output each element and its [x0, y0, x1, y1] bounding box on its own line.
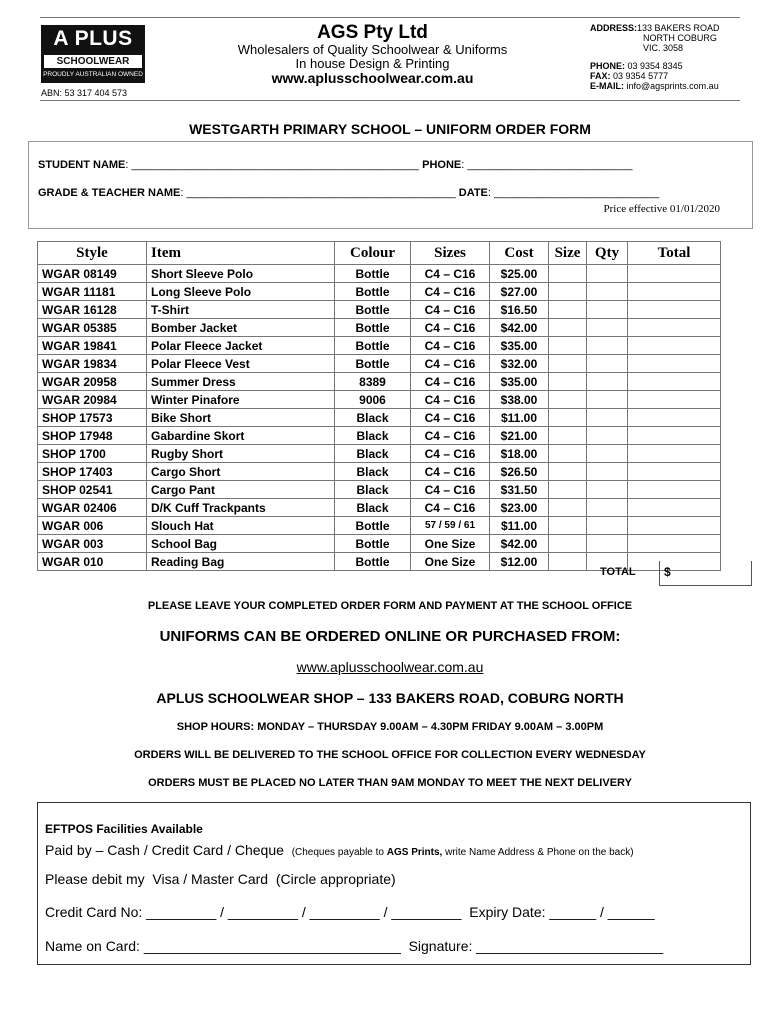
expiry-field[interactable]: ______ / ______ [549, 904, 655, 920]
sizes-cell: C4 – C16 [411, 265, 490, 283]
item-cell: Reading Bag [147, 553, 335, 571]
order-table [37, 241, 721, 571]
colour-cell: Bottle [335, 265, 411, 283]
style-cell: WGAR 20984 [38, 391, 147, 409]
colour-cell: Bottle [335, 283, 411, 301]
logo-line2: SCHOOLWEAR [44, 55, 142, 68]
size-input[interactable] [549, 517, 587, 535]
table-row [38, 319, 721, 337]
cost-cell: $23.00 [490, 499, 549, 517]
style-cell: WGAR 02406 [38, 499, 147, 517]
style-cell: SHOP 1700 [38, 445, 147, 463]
cost-cell: $27.00 [490, 283, 549, 301]
total-input[interactable] [628, 409, 721, 427]
size-input[interactable] [549, 427, 587, 445]
notice-delivery: ORDERS WILL BE DELIVERED TO THE SCHOOL OFFICE FOR COLLECTION EVERY WEDNESDAY [134, 749, 646, 761]
sizes-cell: C4 – C16 [411, 499, 490, 517]
table-header-row [38, 242, 721, 265]
style-cell: WGAR 006 [38, 517, 147, 535]
colour-cell: 8389 [335, 373, 411, 391]
cost-cell: $42.00 [490, 319, 549, 337]
sizes-cell: C4 – C16 [411, 427, 490, 445]
style-cell: WGAR 08149 [38, 265, 147, 283]
size-input[interactable] [549, 535, 587, 553]
sizes-cell: C4 – C16 [411, 319, 490, 337]
colour-cell: Black [335, 481, 411, 499]
style-cell: SHOP 17948 [38, 427, 147, 445]
table-row [38, 337, 721, 355]
size-input[interactable] [549, 391, 587, 409]
qty-input[interactable] [587, 427, 628, 445]
size-input[interactable] [549, 463, 587, 481]
size-input[interactable] [549, 553, 587, 571]
phone-field-label: PHONE [422, 159, 462, 171]
total-input[interactable] [628, 337, 721, 355]
name-on-card-field[interactable]: _________________________________ [143, 938, 401, 954]
cost-cell: $32.00 [490, 355, 549, 373]
item-cell: Bomber Jacket [147, 319, 335, 337]
date-label: DATE [458, 187, 488, 199]
address-line1: 133 BAKERS ROAD [637, 23, 720, 33]
cheque-note-pre: (Cheques payable to [291, 847, 387, 858]
sizes-cell: C4 – C16 [411, 355, 490, 373]
qty-input[interactable] [587, 319, 628, 337]
size-input[interactable] [549, 319, 587, 337]
total-input[interactable] [628, 319, 721, 337]
total-input[interactable] [628, 535, 721, 553]
address-block [590, 23, 720, 91]
size-input[interactable] [549, 265, 587, 283]
credit-card-line[interactable] [45, 904, 655, 920]
address-line3: VIC. 3058 [643, 43, 684, 53]
debit-line: Please debit my Visa / Master Card (Circle appropriate) [45, 871, 396, 887]
size-input[interactable] [549, 373, 587, 391]
sizes-cell: C4 – C16 [411, 409, 490, 427]
notice-deadline: ORDERS MUST BE PLACED NO LATER THAN 9AM MONDAY TO MEET THE NEXT DELIVERY [148, 777, 632, 789]
col-item: Item [147, 242, 335, 265]
table-row [38, 283, 721, 301]
qty-input[interactable] [587, 517, 628, 535]
cost-cell: $38.00 [490, 391, 549, 409]
item-cell: Polar Fleece Vest [147, 355, 335, 373]
signature-field[interactable]: ________________________ [476, 938, 664, 954]
cost-cell: $11.00 [490, 517, 549, 535]
total-input[interactable] [628, 517, 721, 535]
item-cell: Slouch Hat [147, 517, 335, 535]
notice-online: UNIFORMS CAN BE ORDERED ONLINE OR PURCHASED FROM: [159, 628, 621, 645]
colour-cell: Black [335, 499, 411, 517]
cheque-note-post: write Name Address & Phone on the back) [442, 847, 634, 858]
cc-label: Credit Card No: [45, 904, 143, 920]
qty-input[interactable] [587, 463, 628, 481]
total-input[interactable] [628, 445, 721, 463]
colour-cell: Black [335, 427, 411, 445]
item-cell: T-Shirt [147, 301, 335, 319]
total-input[interactable] [628, 355, 721, 373]
size-input[interactable] [549, 283, 587, 301]
notice-shop: APLUS SCHOOLWEAR SHOP – 133 BAKERS ROAD, COBURG NORTH [156, 690, 624, 706]
size-input[interactable] [549, 301, 587, 319]
qty-input[interactable] [587, 391, 628, 409]
company-name: AGS Pty Ltd [317, 22, 428, 43]
aplus-logo [41, 25, 145, 83]
item-cell: Cargo Pant [147, 481, 335, 499]
table-row [38, 481, 721, 499]
total-value: $ [664, 565, 671, 579]
style-cell: WGAR 19834 [38, 355, 147, 373]
table-row [38, 391, 721, 409]
top-rule [40, 17, 740, 18]
header-rule [40, 100, 740, 101]
col-total: Total [628, 242, 721, 265]
abn: ABN: 53 317 404 573 [41, 88, 128, 98]
name-on-card-label: Name on Card: [45, 938, 140, 954]
col-colour: Colour [335, 242, 411, 265]
logo-line1: A PLUS [53, 27, 133, 50]
cost-cell: $16.50 [490, 301, 549, 319]
colour-cell: Bottle [335, 337, 411, 355]
style-cell: WGAR 05385 [38, 319, 147, 337]
cost-cell: $35.00 [490, 337, 549, 355]
sizes-cell: One Size [411, 535, 490, 553]
total-input[interactable] [628, 265, 721, 283]
cost-cell: $11.00 [490, 409, 549, 427]
tagline-2: In house Design & Printing [295, 56, 450, 71]
total-input[interactable] [628, 373, 721, 391]
item-cell: Summer Dress [147, 373, 335, 391]
notice-leave: PLEASE LEAVE YOUR COMPLETED ORDER FORM AND PAYMENT AT THE SCHOOL OFFICE [147, 600, 633, 612]
colour-cell: Black [335, 445, 411, 463]
col-size: Size [549, 242, 587, 265]
style-cell: SHOP 02541 [38, 481, 147, 499]
cost-cell: $12.00 [490, 553, 549, 571]
form-title: WESTGARTH PRIMARY SCHOOL – UNIFORM ORDER FORM [189, 121, 591, 137]
item-cell: Polar Fleece Jacket [147, 337, 335, 355]
table-row [38, 445, 721, 463]
phone-label: PHONE: [590, 61, 626, 71]
sizes-cell: C4 – C16 [411, 391, 490, 409]
qty-input[interactable] [587, 283, 628, 301]
qty-input[interactable] [587, 445, 628, 463]
logo-line3: PROUDLY AUSTRALIAN OWNED [43, 71, 143, 78]
table-row [38, 265, 721, 283]
colour-cell: Black [335, 409, 411, 427]
student-name-field[interactable]: STUDENT NAME: _______________________________________________ PHONE: ___________________________ [38, 159, 633, 171]
cheque-payee: AGS Prints, [386, 847, 443, 858]
colour-cell: 9006 [335, 391, 411, 409]
grade-teacher-field[interactable]: GRADE & TEACHER NAME: ____________________________________________ DATE: ___________________________ [38, 187, 660, 199]
col-qty: Qty [587, 242, 628, 265]
style-cell: WGAR 16128 [38, 301, 147, 319]
total-input[interactable] [628, 481, 721, 499]
cheque-note [292, 847, 634, 858]
notice-url-link[interactable]: www.aplusschoolwear.com.au [296, 659, 484, 675]
size-input[interactable] [549, 409, 587, 427]
cost-cell: $26.50 [490, 463, 549, 481]
notice-hours: SHOP HOURS: MONDAY – THURSDAY 9.00AM – 4.30PM FRIDAY 9.00AM – 3.00PM [176, 721, 604, 733]
student-info-box [28, 141, 753, 229]
qty-input[interactable] [587, 265, 628, 283]
item-cell: Cargo Short [147, 463, 335, 481]
sizes-cell: One Size [411, 553, 490, 571]
cost-cell: $42.00 [490, 535, 549, 553]
style-cell: WGAR 010 [38, 553, 147, 571]
qty-input[interactable] [587, 499, 628, 517]
total-input[interactable] [628, 427, 721, 445]
name-signature-line[interactable] [45, 938, 663, 954]
paid-by-label: Paid by – Cash / Credit Card / Cheque [45, 842, 284, 858]
sizes-cell: C4 – C16 [411, 301, 490, 319]
cost-cell: $18.00 [490, 445, 549, 463]
item-cell: Rugby Short [147, 445, 335, 463]
sizes-cell: C4 – C16 [411, 463, 490, 481]
address-label: ADDRESS: [590, 23, 638, 33]
table-row [38, 463, 721, 481]
address-line2: NORTH COBURG [643, 33, 717, 43]
total-input[interactable] [628, 301, 721, 319]
expiry-label: Expiry Date: [469, 904, 546, 920]
item-cell: D/K Cuff Trackpants [147, 499, 335, 517]
style-cell: WGAR 19841 [38, 337, 147, 355]
style-cell: WGAR 003 [38, 535, 147, 553]
colour-cell: Bottle [335, 319, 411, 337]
colour-cell: Bottle [335, 517, 411, 535]
sizes-cell: C4 – C16 [411, 445, 490, 463]
item-cell: Bike Short [147, 409, 335, 427]
grade-teacher-label: GRADE & TEACHER NAME [38, 187, 181, 199]
qty-input[interactable] [587, 355, 628, 373]
size-input[interactable] [549, 445, 587, 463]
qty-input[interactable] [587, 409, 628, 427]
student-name-label: STUDENT NAME [38, 159, 126, 171]
cost-cell: $25.00 [490, 265, 549, 283]
email-label: E-MAIL: [590, 81, 624, 91]
qty-input[interactable] [587, 373, 628, 391]
table-row [38, 427, 721, 445]
item-cell: Short Sleeve Polo [147, 265, 335, 283]
price-effective: Price effective 01/01/2020 [603, 203, 720, 215]
cost-cell: $31.50 [490, 481, 549, 499]
colour-cell: Bottle [335, 535, 411, 553]
table-row [38, 301, 721, 319]
item-cell: School Bag [147, 535, 335, 553]
colour-cell: Bottle [335, 553, 411, 571]
colour-cell: Black [335, 463, 411, 481]
table-row [38, 409, 721, 427]
qty-input[interactable] [587, 301, 628, 319]
sizes-cell: C4 – C16 [411, 373, 490, 391]
fax-value: 03 9354 5777 [613, 71, 669, 81]
sizes-cell: 57 / 59 / 61 [411, 517, 490, 535]
email-value: info@agsprints.com.au [626, 81, 719, 91]
style-cell: SHOP 17573 [38, 409, 147, 427]
table-row [38, 355, 721, 373]
qty-input[interactable] [587, 535, 628, 553]
table-row [38, 499, 721, 517]
total-input[interactable] [659, 561, 752, 586]
size-input[interactable] [549, 337, 587, 355]
cc-number-field[interactable]: _________ / _________ / _________ / _________ [146, 904, 462, 920]
col-cost: Cost [490, 242, 549, 265]
qty-input[interactable] [587, 337, 628, 355]
table-row [38, 517, 721, 535]
qty-input[interactable] [587, 481, 628, 499]
total-input[interactable] [628, 391, 721, 409]
total-label: TOTAL [600, 566, 636, 578]
total-input[interactable] [628, 499, 721, 517]
colour-cell: Bottle [335, 301, 411, 319]
style-cell: WGAR 20958 [38, 373, 147, 391]
cost-cell: $21.00 [490, 427, 549, 445]
fax-label: FAX: [590, 71, 611, 81]
total-input[interactable] [628, 463, 721, 481]
size-input[interactable] [549, 499, 587, 517]
col-sizes: Sizes [411, 242, 490, 265]
size-input[interactable] [549, 481, 587, 499]
table-row [38, 535, 721, 553]
table-row [38, 373, 721, 391]
cost-cell: $35.00 [490, 373, 549, 391]
item-cell: Gabardine Skort [147, 427, 335, 445]
colour-cell: Bottle [335, 355, 411, 373]
size-input[interactable] [549, 355, 587, 373]
sizes-cell: C4 – C16 [411, 481, 490, 499]
col-style: Style [38, 242, 147, 265]
phone-value: 03 9354 8345 [627, 61, 683, 71]
eftpos-note: EFTPOS Facilities Available [45, 822, 203, 836]
tagline-1: Wholesalers of Quality Schoolwear & Uniforms [237, 42, 508, 57]
signature-label: Signature: [408, 938, 473, 954]
paid-by-line [45, 842, 634, 858]
header-website: www.aplusschoolwear.com.au [271, 70, 474, 86]
item-cell: Long Sleeve Polo [147, 283, 335, 301]
style-cell: WGAR 11181 [38, 283, 147, 301]
total-input[interactable] [628, 283, 721, 301]
sizes-cell: C4 – C16 [411, 337, 490, 355]
item-cell: Winter Pinafore [147, 391, 335, 409]
style-cell: SHOP 17403 [38, 463, 147, 481]
sizes-cell: C4 – C16 [411, 283, 490, 301]
